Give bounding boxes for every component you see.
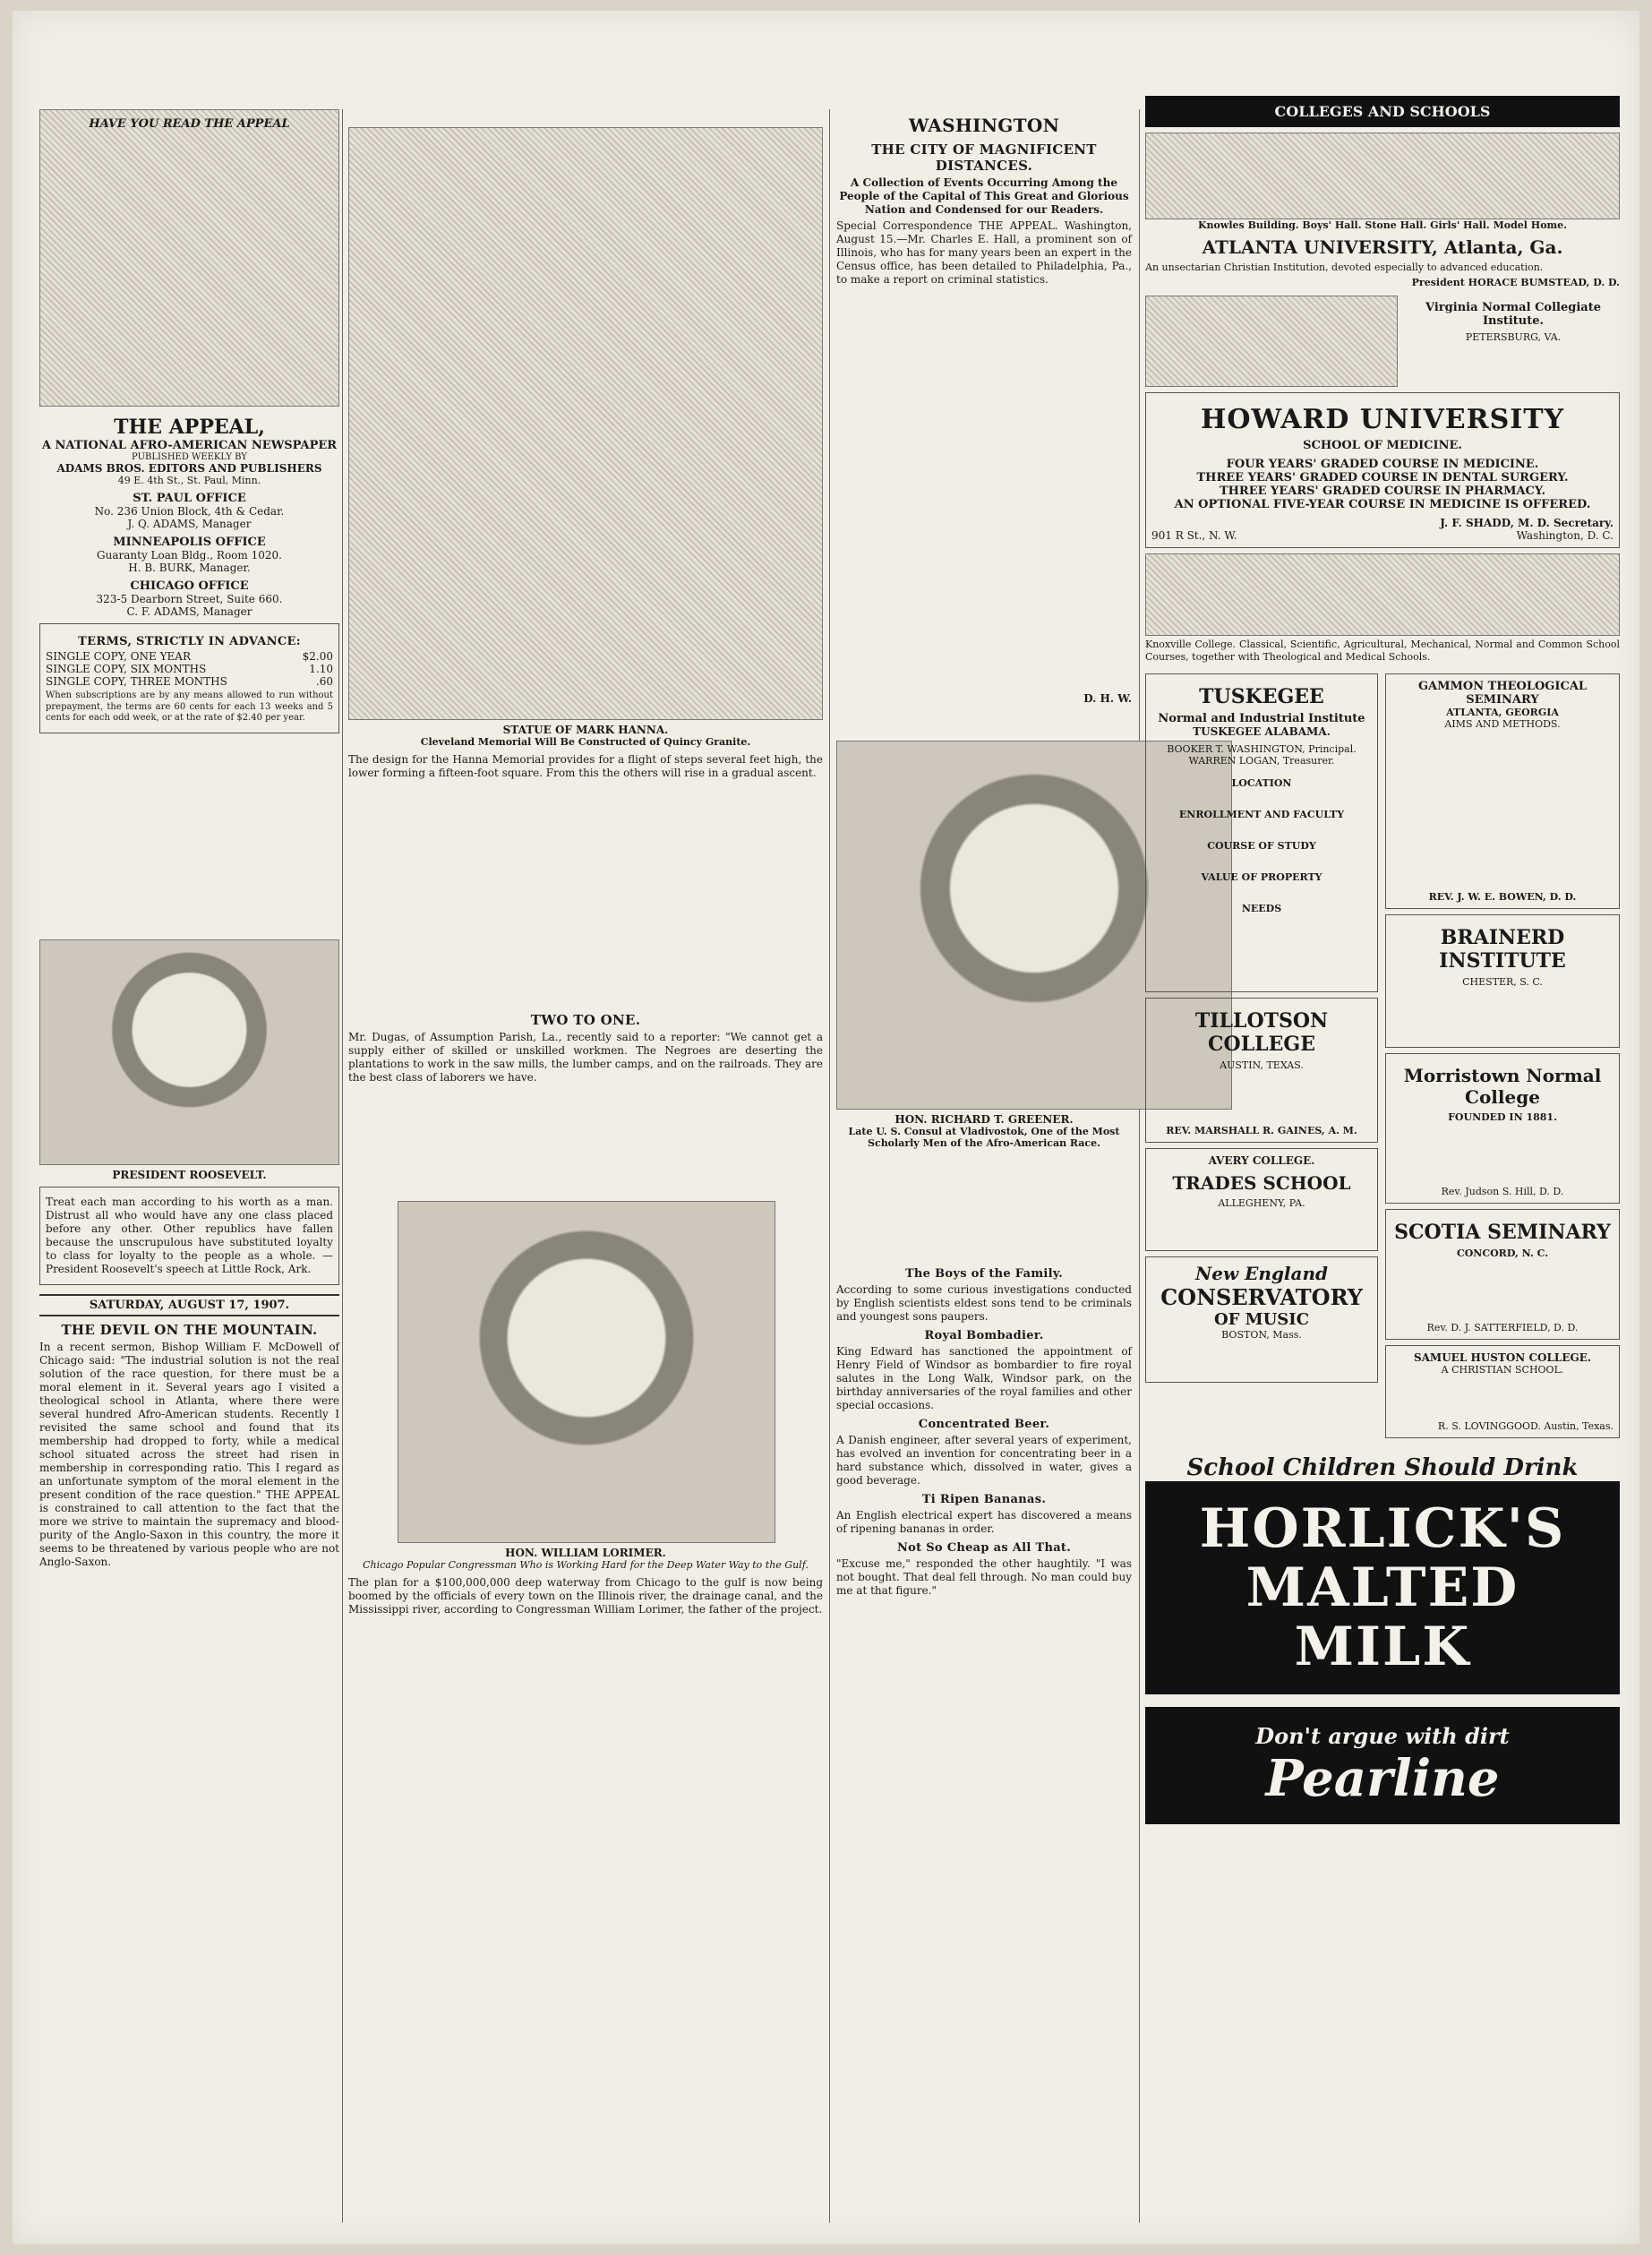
tuskegee-principal: BOOKER T. WASHINGTON, Principal. bbox=[1167, 743, 1357, 756]
pearline-brand: Pearline bbox=[1265, 1749, 1500, 1809]
article-text-block bbox=[348, 783, 823, 1007]
brainerd-ad bbox=[1385, 914, 1620, 1048]
office-name: CHICAGO OFFICE bbox=[130, 579, 249, 593]
paper-tagline: A NATIONAL AFRO-AMERICAN NEWSPAPER bbox=[41, 439, 338, 452]
horlicks-brand-line: HORLICK'S bbox=[1199, 1497, 1566, 1561]
conservatory-name: OF MUSIC bbox=[1213, 1310, 1310, 1330]
two-to-one-headline: TWO TO ONE. bbox=[530, 1012, 641, 1028]
avery-name: AVERY COLLEGE. bbox=[1208, 1154, 1315, 1168]
roosevelt-quote-box bbox=[39, 1187, 339, 1285]
samuel-huston-contact: R. S. LOVINGGOOD. Austin, Texas. bbox=[1437, 1420, 1613, 1433]
tuskegee-name: TUSKEGEE bbox=[1199, 685, 1324, 709]
knoxville-body: Knoxville College. Classical, Scientific, Agricultural, Mechanical, Normal and Common School Courses, together with Theological and Medical Schools. bbox=[1145, 638, 1620, 663]
tuskegee-section: LOCATION bbox=[1231, 777, 1292, 790]
paper-name: THE APPEAL, bbox=[114, 416, 265, 439]
horlicks-brand bbox=[1145, 1481, 1620, 1694]
office-address: No. 236 Union Block, 4th & Cedar. bbox=[94, 505, 285, 518]
avery-sub: TRADES SCHOOL bbox=[1172, 1172, 1351, 1195]
gammon-president: REV. J. W. E. BOWEN, D. D. bbox=[1428, 891, 1577, 904]
terms-label: SINGLE COPY, ONE YEAR bbox=[46, 650, 191, 663]
morristown-ad bbox=[1385, 1053, 1620, 1204]
atlanta-buildings: Knowles Building. Boys' Hall. Stone Hall. Girls' Hall. Model Home. bbox=[1198, 219, 1567, 231]
terms-price: $2.00 bbox=[302, 650, 333, 663]
terms-title: TERMS, STRICTLY IN ADVANCE: bbox=[78, 635, 301, 648]
morristown-founded: FOUNDED IN 1881. bbox=[1448, 1111, 1557, 1124]
office-manager: C. F. ADAMS, Manager bbox=[126, 605, 253, 618]
gammon-sub: AIMS AND METHODS. bbox=[1444, 718, 1561, 731]
howard-line: FOUR YEARS' GRADED COURSE IN MEDICINE. bbox=[1226, 457, 1539, 471]
lorimer-portrait bbox=[398, 1201, 775, 1543]
office-address: Guaranty Loan Bldg., Room 1020. bbox=[97, 549, 282, 562]
gammon-ad bbox=[1385, 673, 1620, 909]
hanna-statue-illustration bbox=[348, 127, 823, 720]
column-masthead bbox=[39, 109, 339, 1572]
howard-school: SCHOOL OF MEDICINE. bbox=[1303, 438, 1462, 452]
atlanta-body: An unsectarian Christian Institution, devoted especially to advanced education. bbox=[1145, 262, 1544, 273]
concentrated-beer-body: A Danish engineer, after several years of experiment, has evolved an invention for concentrating beer in a hard substance which, dissolved in water, gives a good beverage. bbox=[836, 1434, 1132, 1487]
howard-name: HOWARD UNIVERSITY bbox=[1200, 403, 1565, 435]
tuskegee-section: ENROLLMENT AND FACULTY bbox=[1178, 809, 1345, 821]
terms-row bbox=[46, 663, 333, 675]
samuel-huston-name: SAMUEL HUSTON COLLEGE. bbox=[1413, 1351, 1592, 1365]
samuel-huston-sub: A CHRISTIAN SCHOOL. bbox=[1441, 1364, 1564, 1376]
howard-ad bbox=[1145, 392, 1620, 548]
samuel-huston-ad bbox=[1385, 1345, 1620, 1438]
hanna-subcaption: Cleveland Memorial Will Be Constructed of Quincy Granite. bbox=[420, 736, 751, 748]
two-to-one-body: Mr. Dugas, of Assumption Parish, La., recently said to a reporter: "We cannot get a supply either of skilled or unskilled workmen. The Negroes are deserting the plantations to work in the saw mills, the lumber camps, and on the railroads. They are the best class of laborers we have. bbox=[348, 1031, 823, 1084]
tuskegee-section: VALUE OF PROPERTY bbox=[1201, 871, 1322, 884]
terms-label: SINGLE COPY, SIX MONTHS bbox=[46, 663, 207, 675]
horlicks-ad bbox=[1145, 1454, 1620, 1694]
terms-row bbox=[46, 675, 333, 688]
washington-body: Special Correspondence THE APPEAL. Washington, August 15.—Mr. Charles E. Hall, a prominent son of Illinois, who has for many years been an expert in the Census office, has been detailed to Philadelphia, Pa., to make a report on criminal statistics. bbox=[836, 219, 1132, 286]
tillotson-president: REV. MARSHALL R. GAINES, A. M. bbox=[1166, 1125, 1357, 1137]
tillotson-ad bbox=[1145, 998, 1378, 1143]
office-manager: J. Q. ADAMS, Manager bbox=[127, 518, 252, 530]
school-ads-right bbox=[1385, 668, 1620, 1444]
scotia-place: CONCORD, N. C. bbox=[1456, 1248, 1549, 1260]
lorimer-body: The plan for a $100,000,000 deep waterway from Chicago to the gulf is now being boomed by the officials of every town on the Illinois river, the drainage canal, and the Mississippi river, according to Congressman William Lorimer, the father of the project. bbox=[348, 1576, 823, 1616]
washington-signature: D. H. W. bbox=[1083, 692, 1132, 705]
howard-line: THREE YEARS' GRADED COURSE IN DENTAL SURGERY. bbox=[1196, 470, 1569, 484]
virginia-name: Virginia Normal Collegiate Institute. bbox=[1425, 300, 1601, 328]
boys-family-body: According to some curious investigations conducted by English scientists eldest sons tend to be criminals and youngest sons paupers. bbox=[836, 1283, 1132, 1323]
lorimer-caption: HON. WILLIAM LORIMER. bbox=[505, 1547, 666, 1559]
tuskegee-full: Normal and Industrial Institute bbox=[1158, 712, 1365, 726]
column-rule bbox=[342, 109, 343, 2223]
morristown-name: Morristown Normal College bbox=[1403, 1065, 1602, 1109]
pearline-tagline: Don't argue with dirt bbox=[1255, 1723, 1510, 1750]
newspaper-page bbox=[13, 11, 1639, 2244]
atlanta-name: ATLANTA UNIVERSITY, Atlanta, Ga. bbox=[1202, 236, 1563, 258]
royal-bombadier-body: King Edward has sanctioned the appointment of Henry Field of Windsor as bombardier to fire royal salutes in the Long Walk, Windsor park, on the birthday anniversaries of the royal families and other special occasions. bbox=[836, 1345, 1132, 1411]
roosevelt-caption: PRESIDENT ROOSEVELT. bbox=[112, 1168, 267, 1181]
gammon-place: ATLANTA, GEORGIA bbox=[1446, 707, 1559, 719]
washington-section: WASHINGTON bbox=[908, 115, 1060, 136]
roosevelt-quote: Treat each man according to his worth as a man. Distrust all who would have any one class placed before any other. Other republics have fallen because the unscrupulous have substituted loyalty to class for loyalty to the people as a whole. —President Roosevelt's speech at Little Rock, Ark. bbox=[46, 1195, 333, 1275]
terms-price: 1.10 bbox=[309, 663, 333, 675]
article-text-block bbox=[836, 289, 1132, 692]
howard-line: AN OPTIONAL FIVE-YEAR COURSE IN MEDICINE IS OFFERED. bbox=[1174, 497, 1591, 511]
horlicks-tagline: School Children Should Drink bbox=[1186, 1454, 1579, 1482]
terms-box bbox=[39, 623, 339, 733]
brainerd-name: BRAINERD INSTITUTE bbox=[1439, 926, 1566, 973]
pearline-ad bbox=[1145, 1707, 1620, 1824]
terms-label: SINGLE COPY, THREE MONTHS bbox=[46, 675, 227, 688]
column-rule bbox=[829, 109, 830, 2223]
article-text-block bbox=[836, 1154, 1132, 1262]
terms-price: .60 bbox=[315, 675, 333, 688]
virginia-illustration bbox=[1145, 296, 1398, 387]
masthead-ribbon: HAVE YOU READ THE APPEAL bbox=[89, 117, 290, 131]
greener-subcaption: Late U. S. Consul at Vladivostok, One of the Most Scholarly Men of the Afro-American Race. bbox=[848, 1126, 1120, 1149]
concentrated-beer-headline: Concentrated Beer. bbox=[918, 1418, 1050, 1431]
column-washington bbox=[836, 109, 1132, 1600]
tuskegee-section: NEEDS bbox=[1241, 903, 1282, 915]
scotia-name: SCOTIA SEMINARY bbox=[1394, 1221, 1611, 1245]
office-name: ST. PAUL OFFICE bbox=[133, 492, 246, 505]
not-so-cheap-headline: Not So Cheap as All That. bbox=[896, 1541, 1072, 1555]
howard-address-row bbox=[1151, 529, 1613, 542]
morristown-president: Rev. Judson S. Hill, D. D. bbox=[1441, 1186, 1564, 1198]
howard-city: Washington, D. C. bbox=[1516, 528, 1613, 542]
publisher-address: 49 E. 4th St., St. Paul, Minn. bbox=[117, 475, 261, 486]
not-so-cheap-body: "Excuse me," responded the other haughtily. "I was not bought. That deal fell through. No man could buy me at that figure." bbox=[836, 1557, 1132, 1597]
hanna-body: The design for the Hanna Memorial provides for a flight of steps several feet high, the lower forming a fifteen-foot square. From this the others will rise in a gradual ascent. bbox=[348, 753, 823, 779]
howard-secretary: J. F. SHADD, M. D. Secretary. bbox=[1440, 516, 1613, 529]
office-st-paul bbox=[39, 492, 339, 530]
office-minneapolis bbox=[39, 536, 339, 574]
roosevelt-portrait bbox=[39, 939, 339, 1165]
washington-deck: A Collection of Events Occurring Among the People of the Capital of This Great and Glorious Nation and Condensed for our Readers. bbox=[839, 176, 1129, 216]
virginia-ad bbox=[1145, 296, 1620, 387]
brainerd-place: CHESTER, S. C. bbox=[1462, 976, 1543, 989]
published-by: PUBLISHED WEEKLY BY bbox=[132, 452, 247, 462]
horlicks-brand-line: MALTED MILK bbox=[1245, 1556, 1519, 1679]
royal-bombadier-headline: Royal Bombadier. bbox=[924, 1329, 1044, 1342]
office-address: 323-5 Dearborn Street, Suite 660. bbox=[96, 593, 283, 605]
publishers: ADAMS BROS. EDITORS AND PUBLISHERS bbox=[56, 462, 322, 475]
howard-line: THREE YEARS' GRADED COURSE IN PHARMACY. bbox=[1219, 484, 1546, 498]
avery-place: ALLEGHENY, PA. bbox=[1218, 1197, 1305, 1210]
tillotson-place: AUSTIN, TEXAS. bbox=[1220, 1059, 1304, 1072]
gammon-name: GAMMON THEOLOGICAL SEMINARY bbox=[1417, 680, 1588, 707]
school-ads-grid bbox=[1145, 668, 1620, 1444]
terms-note: When subscriptions are by any means allowed to run without prepayment, the terms are 60 cents for each 13 weeks and 5 cents for each odd week, or at the rate of $2.40 per year. bbox=[46, 690, 333, 723]
date-line: SATURDAY, AUGUST 17, 1907. bbox=[39, 1294, 339, 1316]
school-ads-left bbox=[1145, 668, 1378, 1444]
tillotson-name: TILLOTSON COLLEGE bbox=[1194, 1009, 1329, 1057]
tuskegee-place: TUSKEGEE ALABAMA. bbox=[1193, 725, 1331, 739]
scotia-ad bbox=[1385, 1209, 1620, 1340]
conservatory-name: New England bbox=[1194, 1263, 1329, 1285]
masthead-illustration bbox=[39, 109, 339, 407]
devil-headline: THE DEVIL ON THE MOUNTAIN. bbox=[61, 1321, 318, 1338]
colleges-header: COLLEGES AND SCHOOLS bbox=[1145, 96, 1620, 127]
atlanta-buildings-illustration bbox=[1145, 133, 1620, 219]
avery-ad bbox=[1145, 1148, 1378, 1251]
tuskegee-ad bbox=[1145, 673, 1378, 992]
column-hanna bbox=[348, 127, 823, 1619]
devil-body: In a recent sermon, Bishop William F. McDowell of Chicago said: "The industrial solution is not the real solution of the race question, for there must be a moral element in it. Several years ago I visited a theological school in Atlanta, where there were several hundred Afro-American students. Recently I revisited the same school and found that its membership had dropped to forty, while a medical school situated across the street had risen in membership in corresponding ratio. This I regard as an unfortunate symptom of the moral element in the present condition of the race question." THE APPEAL is constrained to call attention to the fact that the more we strive to maintain the supremacy and blood-purity of the Anglo-Saxon in this country, the more it seems to be threatened by various people who are not Anglo-Saxon. bbox=[39, 1340, 339, 1568]
conservatory-name: CONSERVATORY bbox=[1160, 1284, 1363, 1311]
ripen-bananas-body: An English electrical expert has discovered a means of ripening bananas in order. bbox=[836, 1509, 1132, 1535]
virginia-place: PETERSBURG, VA. bbox=[1465, 330, 1562, 343]
office-chicago bbox=[39, 579, 339, 618]
column-colleges bbox=[1145, 96, 1620, 1824]
atlanta-president: President HORACE BUMSTEAD, D. D. bbox=[1411, 276, 1620, 288]
greener-caption: HON. RICHARD T. GREENER. bbox=[894, 1113, 1074, 1126]
scotia-president: Rev. D. J. SATTERFIELD, D. D. bbox=[1426, 1322, 1579, 1334]
conservatory-place: BOSTON, Mass. bbox=[1221, 1329, 1302, 1342]
conservatory-ad bbox=[1145, 1256, 1378, 1383]
office-manager: H. B. BURK, Manager. bbox=[128, 562, 251, 574]
ripen-bananas-headline: Ti Ripen Bananas. bbox=[921, 1493, 1047, 1506]
office-name: MINNEAPOLIS OFFICE bbox=[113, 536, 266, 549]
boys-family-headline: The Boys of the Family. bbox=[904, 1267, 1064, 1281]
terms-row bbox=[46, 650, 333, 663]
column-rule bbox=[1139, 109, 1140, 2223]
knoxville-illustration bbox=[1145, 553, 1620, 636]
washington-headline: THE CITY OF MAGNIFICENT DISTANCES. bbox=[871, 141, 1097, 174]
tuskegee-section: COURSE OF STUDY bbox=[1207, 840, 1316, 853]
hanna-caption: STATUE OF MARK HANNA. bbox=[502, 724, 669, 736]
lorimer-subcaption: Chicago Popular Congressman Who is Working Hard for the Deep Water Way to the Gulf. bbox=[363, 1559, 809, 1571]
tuskegee-treasurer: WARREN LOGAN, Treasurer. bbox=[1188, 755, 1335, 767]
howard-address: 901 R St., N. W. bbox=[1151, 528, 1237, 542]
